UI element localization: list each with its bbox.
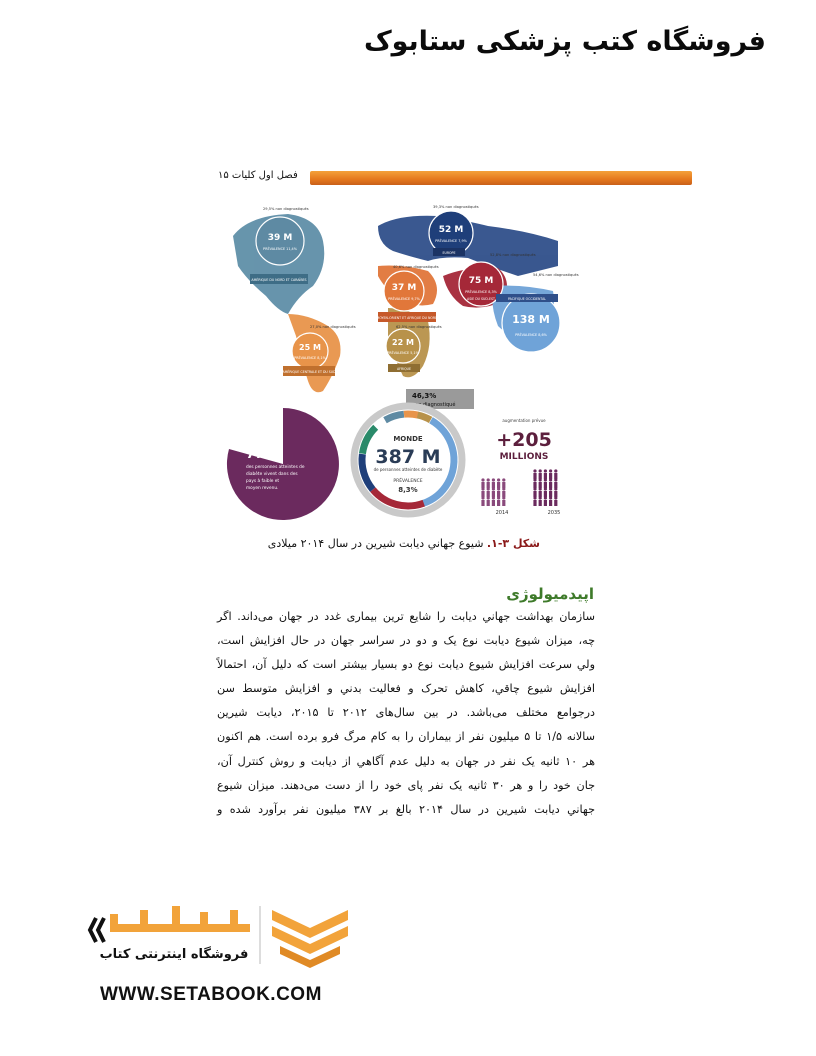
person-icon (539, 469, 542, 472)
text-line: جهاني ديابت شيرين در سال ۲۰۱۴ بالغ بر ۳۸۷ ميليون نفر برآورد شده و (217, 802, 596, 816)
region-label: ASIE DU SUD-EST (467, 297, 495, 301)
region-value: 22 M (392, 338, 414, 347)
person-icon-body (533, 473, 536, 479)
person-icon-body (544, 500, 547, 506)
person-icon (549, 487, 552, 490)
person-icon-body (549, 482, 552, 488)
text-line: افزايش شيوع چاقي، كاهش تحرک و فعاليت بدني و افزايش متوسط سن (217, 682, 595, 696)
person-icon-body (539, 473, 542, 479)
region-prevalence: PRÉVALENCE 11,4% (263, 247, 297, 251)
region-undiagnosed: 40,6% non diagnostiqués (393, 265, 439, 269)
person-icon (492, 496, 495, 499)
person-icon-body (492, 482, 495, 488)
person-icon-body (549, 500, 552, 506)
person-icon-body (481, 482, 484, 488)
person-icon (492, 487, 495, 490)
figure-caption (180, 537, 540, 550)
person-icon-body (549, 473, 552, 479)
person-icon (533, 496, 536, 499)
person-icon-body (497, 482, 500, 488)
diabetes-prevalence-figure (228, 196, 579, 522)
person-icon (497, 478, 500, 481)
person-icon (481, 496, 484, 499)
person-icon-body (502, 491, 505, 497)
region-prevalence: PRÉVALENCE 7,9% (435, 239, 467, 243)
person-icon (554, 469, 557, 472)
region-label: AMÉRIQUE CENTRALE ET DU SUD (282, 370, 336, 374)
person-icon (533, 478, 536, 481)
ring-sub: de personnes atteintes de diabète (373, 467, 443, 472)
person-icon (539, 496, 542, 499)
projection-value: +205 (496, 429, 552, 451)
person-icon (487, 496, 490, 499)
projection-year-a: 2014 (495, 510, 509, 516)
region-prevalence: PRÉVALENCE 9,7% (388, 297, 420, 301)
region-value: 52 M (438, 225, 464, 235)
low-income-pie (227, 408, 339, 520)
ring-prev-label: PRÉVALENCE (393, 479, 423, 484)
person-icon (533, 469, 536, 472)
projection-year-b: 2035 (547, 510, 561, 516)
region-label: PACIFIQUE OCCIDENTAL (507, 297, 547, 301)
person-icon (497, 496, 500, 499)
pie-caption-3: pays à faible et (246, 479, 280, 484)
region-undiagnosed: 54,6% non diagnostiqués (533, 273, 579, 277)
person-icon-body (487, 491, 490, 497)
person-icon-body (492, 491, 495, 497)
caption-label: شكل ۳-۱. (486, 537, 540, 550)
person-icon (497, 487, 500, 490)
person-icon-body (533, 500, 536, 506)
person-icon-body (544, 473, 547, 479)
setabook-logo (90, 900, 350, 980)
region-label: MOYEN-ORIENT ET AFRIQUE DU NORD (376, 316, 438, 320)
region-undiagnosed: 29,5% non diagnostiqués (263, 207, 309, 211)
person-icon (539, 487, 542, 490)
person-icon-body (481, 491, 484, 497)
person-icon (554, 496, 557, 499)
person-icon (544, 469, 547, 472)
person-icon (549, 469, 552, 472)
person-icon (544, 496, 547, 499)
pie-caption-2: diabète vivent dans des (246, 472, 298, 477)
text-line: سالانه ۱/۵ تا ۵ ميليون نفر از بيماران را به كام مرگ فرو برده است. هم اكنون (217, 730, 595, 744)
region-value: 75 M (468, 276, 494, 286)
person-icon (549, 496, 552, 499)
region-value: 37 M (391, 283, 417, 293)
region-value: 138 M (512, 313, 550, 326)
region-value: 25 M (299, 343, 321, 352)
text-line: هر ۱۰ ثانيه يک نفر در جهان به دليل عدم آگاهي از ديابت و روش كنترل آن، (217, 754, 595, 768)
chapter-header-text: فصل اول كليات ۱۵ (218, 170, 298, 181)
person-icon-body (554, 500, 557, 506)
pie-caption-1: des personnes atteintes de (246, 465, 305, 470)
book-stack-icon (272, 910, 348, 968)
person-icon-body (481, 500, 484, 506)
region-prevalence: PRÉVALENCE 5,1% (387, 351, 419, 355)
person-icon-body (497, 500, 500, 506)
pie-percent: 77% (246, 447, 278, 462)
person-icon (502, 478, 505, 481)
person-icon-body (539, 500, 542, 506)
header-orange-bar (310, 171, 692, 185)
person-icon-body (487, 482, 490, 488)
region-prevalence: PRÉVALENCE 8,6% (515, 333, 547, 337)
site-url: WWW.SETABOOK.COM (100, 984, 322, 1005)
person-icon (544, 487, 547, 490)
person-icon-body (492, 500, 495, 506)
region-prevalence: PRÉVALENCE 8,3% (465, 290, 497, 294)
person-icon-body (554, 491, 557, 497)
person-icon-body (544, 491, 547, 497)
people-icons (481, 469, 557, 506)
logo-subtitle: فروشگاه اینترنتی کتاب (99, 947, 249, 962)
person-icon-body (544, 482, 547, 488)
person-icon (544, 478, 547, 481)
region-label: AFRIQUE (396, 367, 412, 371)
projection-panel (481, 418, 560, 516)
person-icon (539, 478, 542, 481)
region-undiagnosed: 27,0% non diagnostiqués (310, 325, 356, 329)
person-icon-body (539, 491, 542, 497)
person-icon (554, 478, 557, 481)
person-icon-body (497, 491, 500, 497)
person-icon-body (554, 473, 557, 479)
text-line: چه، ميزان شيوع ديابت نوع يک و دو در سراسر جهان در حال افزايش است، (217, 634, 595, 648)
person-icon (487, 487, 490, 490)
person-icon (481, 487, 484, 490)
person-icon (487, 478, 490, 481)
region-label: EUROPE (442, 251, 456, 255)
person-icon-body (487, 500, 490, 506)
projection-label: augmentation prévue (502, 418, 546, 423)
text-line: ولي سرعت افزايش شيوع ديابت نوع دو بسيار بيشتر است كه دليل آن، احتمالاً (217, 658, 595, 672)
ring-nondiag-pct: 46,3% (412, 392, 437, 400)
person-icon (549, 478, 552, 481)
region-wp-bubble (496, 273, 579, 352)
person-icon-body (549, 491, 552, 497)
text-line: سازمان بهداشت جهاني ديابت را شايع ترين بيماری غدد در جهان می‌داند. اگر (217, 610, 595, 623)
figure-svg (228, 196, 579, 522)
person-icon (554, 487, 557, 490)
region-prevalence: PRÉVALENCE 8,1% (294, 356, 326, 360)
world-ring (343, 389, 474, 525)
page-header (218, 168, 692, 190)
person-icon (492, 478, 495, 481)
person-icon (481, 478, 484, 481)
region-undiagnosed: 52,8% non diagnostiqués (490, 253, 536, 257)
region-undiagnosed: 39,3% non diagnostiqués (433, 205, 479, 209)
person-icon (502, 496, 505, 499)
store-title: فروشگاه کتب پزشکی ستابوک (363, 26, 766, 57)
ring-nondiag-label: non diagnostiqué (412, 402, 456, 408)
ring-prev-value: 8,3% (398, 486, 418, 494)
person-icon-body (533, 482, 536, 488)
text-line: جان خود را و هر ۳۰ ثانيه يک نفر پای خود را از دست می‌دهند. ميزان شيوع (217, 778, 596, 792)
person-icon-body (502, 500, 505, 506)
ring-top: MONDE (393, 435, 423, 443)
projection-unit: MILLIONS (499, 452, 549, 462)
caption-text: شيوع جهاني ديابت شيرين در سال ۲۰۱۴ ميلادی (267, 537, 487, 550)
ring-value: 387 M (375, 446, 441, 468)
person-icon (502, 487, 505, 490)
person-icon-body (533, 491, 536, 497)
text-line: درجوامع مختلف می‌باشد. در بين سال‌های ۲۰۱۲ تا ۲۰۱۵، ديابت شيرين (217, 706, 595, 720)
section-heading: اپیدمیولوژی (506, 585, 594, 603)
person-icon-body (502, 482, 505, 488)
region-label: AMÉRIQUE DU NORD ET CARAÏBES (251, 278, 307, 282)
body-paragraph (217, 605, 595, 822)
pie-caption-4: moyen revenu. (246, 486, 279, 491)
person-icon-body (554, 482, 557, 488)
person-icon-body (539, 482, 542, 488)
person-icon (533, 487, 536, 490)
region-value: 39 M (267, 233, 293, 243)
region-undiagnosed: 62,5% non diagnostiqués (396, 325, 442, 329)
